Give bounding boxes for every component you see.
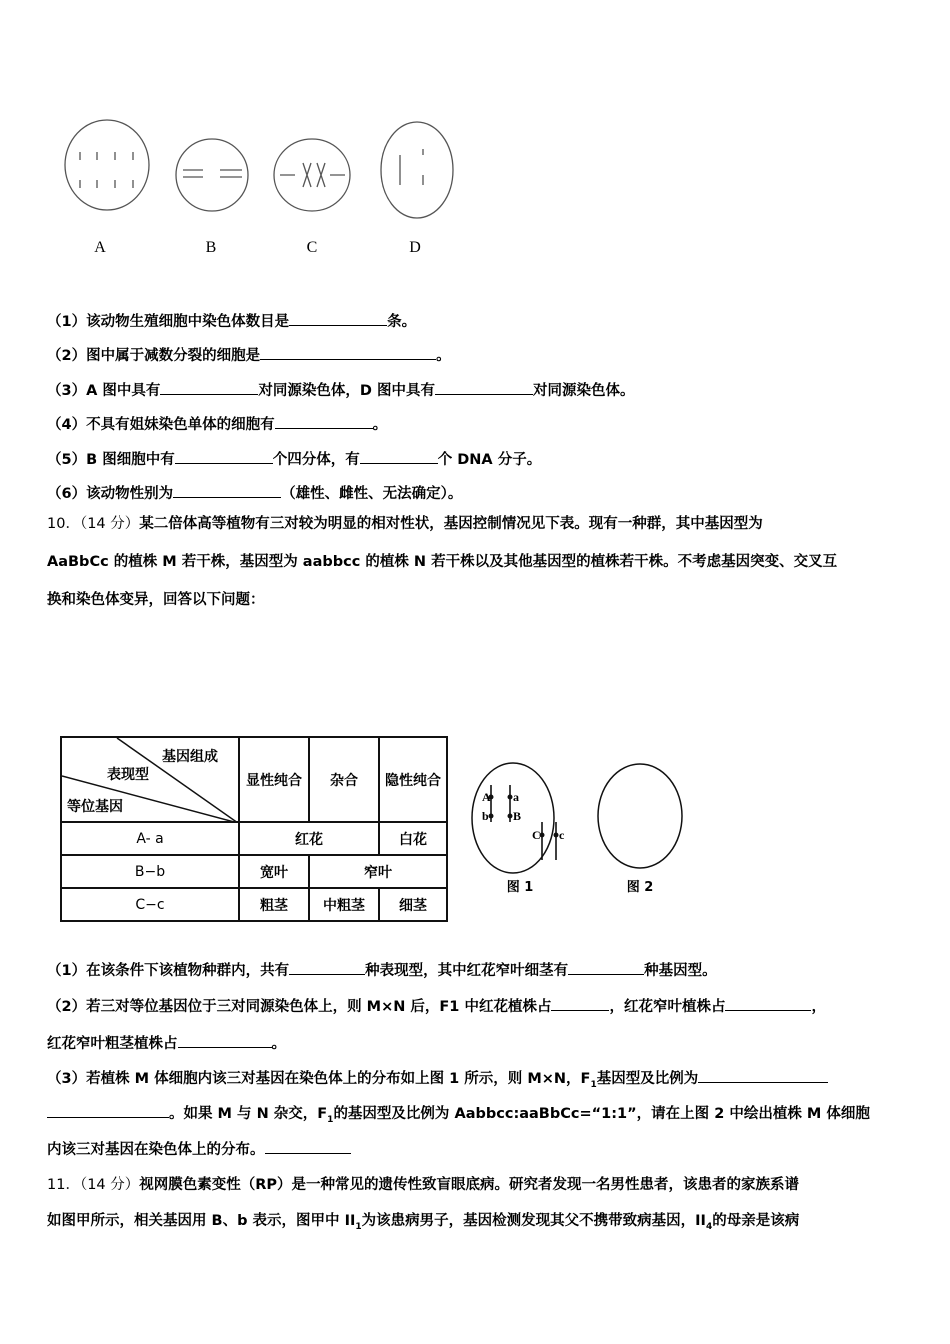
q11-line-1: 11．（14 分）视网膜色素变性（RP）是一种常见的遗传性致盲眼底病。研究者发现一名男性患者，该患者的家族系谱 [47, 1177, 800, 1193]
figure-1-and-2 [470, 760, 700, 875]
cell-label-d: D [409, 239, 421, 256]
answer-blank[interactable] [360, 448, 438, 464]
q9-item-6: （6）该动物性别为 （雄性、雌性、无法确定）。 [47, 482, 462, 504]
q10-item-3-cont: 。如果 M 与 N 杂交，$F_1$的基因型及比例为 Aabbcc:aaBbCc=“1:1”，请在上图 2 中绘出植株 M 体细胞 [47, 1102, 870, 1130]
corner-mid-label: 表现型 [107, 767, 149, 783]
gene-label: C [532, 828, 541, 842]
table-cell: 红花 [239, 822, 379, 855]
q11-line-2: 如图甲所示，相关基因用 B、b 表示，图甲中 $II_1$为该患病男子，基因检测发现其父不携带致病基因，$II_4$的母亲是该病 [47, 1213, 800, 1232]
answer-blank[interactable] [178, 1032, 272, 1048]
gene-label: a [513, 790, 519, 804]
cell-b [176, 139, 248, 211]
table-cell: 窄叶 [309, 855, 447, 888]
answer-blank[interactable] [698, 1067, 828, 1083]
answer-blank[interactable] [289, 959, 365, 975]
table-cell: 白花 [379, 822, 447, 855]
fig1-label: 图 1 [506, 880, 534, 895]
q9-item-1: （1）该动物生殖细胞中染色体数目是 条。 [47, 310, 416, 332]
gene-table [60, 736, 448, 922]
cell-a [65, 120, 149, 210]
q9-item-2: （2）图中属于减数分裂的细胞是 。 [47, 344, 451, 366]
cell-label-c: C [306, 239, 318, 256]
answer-blank[interactable] [47, 1102, 169, 1118]
gene-cell: B−b [61, 855, 239, 888]
cell-division-figure [55, 115, 465, 265]
gene-cell: A- a [61, 822, 239, 855]
answer-blank[interactable] [260, 344, 436, 360]
gene-label: c [559, 828, 565, 842]
table-cell: 宽叶 [239, 855, 309, 888]
table-cell: 中粗茎 [309, 888, 379, 921]
answer-blank[interactable] [435, 379, 533, 395]
q10-stem-line-2: AaBbCc 的植株 M 若干株，基因型为 aabbcc 的植株 N 若干株以及其他基因型的植株若干株。不考虑基因突变、交叉互 [47, 554, 838, 570]
answer-blank[interactable] [173, 482, 281, 498]
table-cell: 细茎 [379, 888, 447, 921]
answer-blank[interactable] [725, 995, 811, 1011]
answer-blank[interactable] [265, 1138, 351, 1154]
cell-label-b: B [205, 239, 217, 256]
answer-blank[interactable] [275, 413, 373, 429]
q10-item-2-cont: 红花窄叶粗茎植株占 。 [47, 1032, 286, 1054]
q10-item-3: （3）若植株 M 体细胞内该三对基因在染色体上的分布如上图 1 所示，则 M×N，$F_1$基因型及比例为 [47, 1067, 828, 1095]
answer-blank[interactable] [289, 310, 387, 326]
q9-item-5: （5）B 图细胞中有 个四分体，有 个 DNA 分子。 [47, 448, 541, 470]
fig2-cell [598, 764, 682, 868]
gene-label: b [482, 809, 489, 823]
corner-bottom-label: 等位基因 [67, 799, 123, 815]
table-header: 显性纯合 [239, 737, 309, 822]
answer-blank[interactable] [160, 379, 258, 395]
cell-d [381, 122, 453, 218]
cell-label-a: A [94, 239, 106, 256]
answer-blank[interactable] [175, 448, 273, 464]
table-header: 杂合 [309, 737, 379, 822]
q10-item-1: （1）在该条件下该植物种群内，共有 种表现型，其中红花窄叶细茎有 种基因型。 [47, 959, 717, 981]
corner-top-label: 基因组成 [162, 749, 218, 765]
q10-item-2: （2）若三对等位基因位于三对同源染色体上，则 M×N 后，F1 中红花植株占 ，红花窄叶植株占 ， [47, 995, 826, 1017]
table-header: 隐性纯合 [379, 737, 447, 822]
answer-blank[interactable] [568, 959, 644, 975]
gene-label: A [482, 790, 491, 804]
q9-item-3: （3）A 图中具有 对同源染色体，D 图中具有 对同源染色体。 [47, 379, 634, 401]
q10-item-3-end: 内该三对基因在染色体上的分布。 [47, 1138, 351, 1160]
gene-label: B [513, 809, 522, 823]
q10-stem-line-1: 10．（14 分）某二倍体高等植物有三对较为明显的相对性状，基因控制情况见下表。现有一种群，其中基因型为 [47, 516, 763, 532]
q9-item-4: （4）不具有姐妹染色单体的细胞有 。 [47, 413, 387, 435]
table-row [61, 888, 447, 921]
q10-stem-line-3: 换和染色体变异，回答以下问题： [47, 592, 265, 608]
fig2-label: 图 2 [626, 880, 654, 895]
table-row [61, 855, 447, 888]
table-corner [61, 737, 239, 822]
answer-blank[interactable] [551, 995, 609, 1011]
table-row [61, 822, 447, 855]
gene-cell: C−c [61, 888, 239, 921]
table-cell: 粗茎 [239, 888, 309, 921]
